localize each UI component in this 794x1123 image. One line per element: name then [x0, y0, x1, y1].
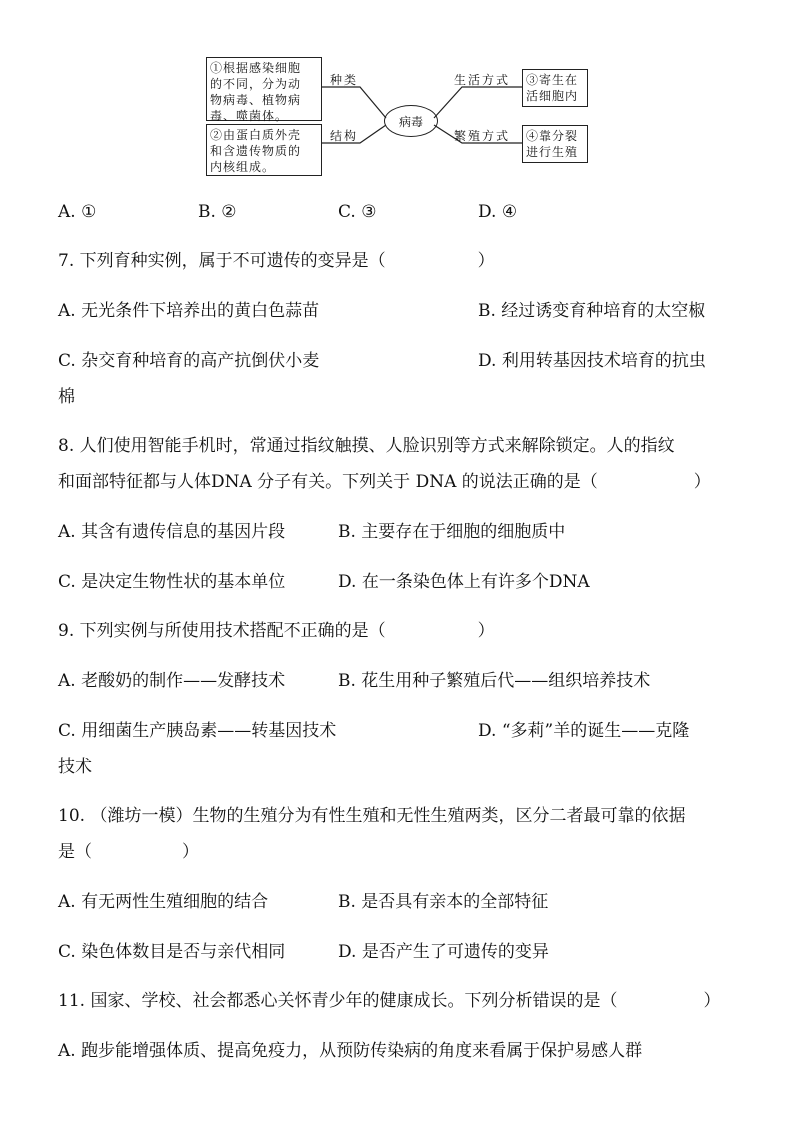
box-structure-content: [206, 124, 322, 176]
q8-stem-line2: [58, 470, 711, 494]
q6-option-a: A. ①: [58, 202, 97, 222]
q9-option-c: C. 用细菌生产胰岛素——转基因技术: [58, 721, 337, 741]
box-reproduction-content: [522, 125, 588, 163]
q7-option-b: B. 经过诱变育种培育的太空椒: [478, 301, 706, 321]
q10-stem-line2: [58, 840, 199, 864]
q11-stem-text: 11. 国家、学校、社会都悉心关怀青少年的健康成长。下列分析错误的是（: [58, 991, 618, 1011]
box-line: 的不同，分为动: [210, 77, 302, 91]
q7-option-c: C. 杂交育种培育的高产抗倒伏小麦: [58, 351, 320, 371]
q8-option-d: D. 在一条染色体上有许多个DNA: [338, 572, 590, 592]
q10-option-d: D. 是否产生了可遗传的变异: [338, 942, 549, 962]
box-line: ③寄生在: [526, 73, 579, 87]
q10-stem-line1: 10. （潍坊一模）生物的生殖分为有性生殖和无性生殖两类，区分二者最可靠的依据: [58, 806, 686, 826]
q9-option-d: D. “多莉”羊的诞生——克隆: [478, 721, 690, 741]
box-line: ④靠分裂: [526, 129, 579, 143]
q8-close-paren: ）: [693, 472, 711, 492]
box-line: 活细胞内: [526, 89, 579, 103]
q9-option-d-continued: 技术: [58, 757, 92, 777]
q7-option-a: A. 无光条件下培养出的黄白色蒜苗: [58, 301, 320, 321]
label-life-mode: 生活方式: [454, 73, 511, 87]
center-node-virus: [384, 105, 438, 137]
q11-stem: [58, 989, 720, 1013]
box-species-content: [206, 57, 322, 121]
box-line: ②由蛋白质外壳: [210, 128, 302, 142]
box-line: 内核组成。: [210, 160, 276, 174]
q8-stem-text: 和面部特征都与人体DNA 分子有关。下列关于 DNA 的说法正确的是（: [58, 472, 598, 492]
q9-stem: [58, 619, 495, 643]
box-line: 物病毒、植物病: [210, 93, 302, 107]
box-line: 和含遗传物质的: [210, 144, 302, 158]
q7-close-paren: ）: [477, 251, 495, 271]
q9-stem-text: 9. 下列实例与所使用技术搭配不正确的是（: [58, 621, 386, 641]
q8-option-b: B. 主要存在于细胞的细胞质中: [338, 522, 566, 542]
q7-stem-text: 7. 下列育种实例，属于不可遗传的变异是（: [58, 251, 386, 271]
q6-option-b: B. ②: [198, 202, 237, 222]
label-species: 种类: [330, 73, 359, 87]
box-line: ①根据感染细胞: [210, 61, 302, 75]
center-node-label: 病毒: [398, 114, 423, 129]
q7-option-d: D. 利用转基因技术培育的抗虫: [478, 351, 706, 371]
q9-option-b: B. 花生用种子繁殖后代——组织培养技术: [338, 671, 651, 691]
q9-close-paren: ）: [477, 621, 495, 641]
label-structure: 结构: [330, 129, 359, 143]
q10-option-b: B. 是否具有亲本的全部特征: [338, 892, 549, 912]
q11-option-a: A. 跑步能增强体质、提高免疫力，从预防传染病的角度来看属于保护易感人群: [58, 1041, 643, 1061]
q10-option-c: C. 染色体数目是否与亲代相同: [58, 942, 286, 962]
q10-close-paren: ）: [182, 842, 199, 862]
q8-option-a: A. 其含有遗传信息的基因片段: [58, 522, 286, 542]
q8-stem-line1: 8. 人们使用智能手机时，常通过指纹触摸、人脸识别等方式来解除锁定。人的指纹: [58, 436, 675, 456]
box-line: 进行生殖: [526, 145, 579, 159]
q8-option-c: C. 是决定生物性状的基本单位: [58, 572, 286, 592]
virus-concept-diagram: [200, 55, 600, 180]
label-reproduction-mode: 繁殖方式: [454, 129, 511, 143]
box-line: 毒、噬菌体。: [210, 109, 289, 123]
box-life-content: [522, 69, 588, 107]
q7-option-d-continued: 棉: [58, 387, 75, 407]
q6-option-c: C. ③: [338, 202, 377, 222]
q11-close-paren: ）: [703, 991, 721, 1011]
q6-option-d: D. ④: [478, 202, 518, 222]
q9-option-a: A. 老酸奶的制作——发酵技术: [58, 671, 286, 691]
q10-option-a: A. 有无两性生殖细胞的结合: [58, 892, 269, 912]
q10-stem-text: 是（: [58, 842, 92, 862]
q7-stem: [58, 249, 495, 273]
